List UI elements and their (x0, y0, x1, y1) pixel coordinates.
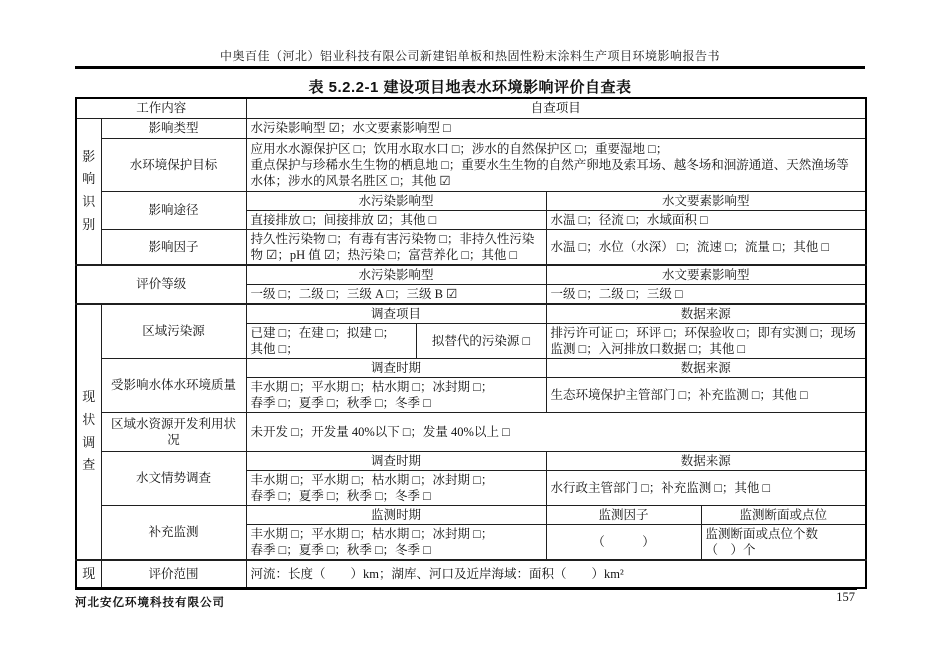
periods-line2: 春季 □；夏季 □；秋季 □；冬季 □ (250, 488, 431, 503)
subheader-survey-period: 调查时期 (246, 358, 546, 377)
subheader-hydrology-type: 水文要素影响型 (546, 191, 866, 210)
page-number: 157 (836, 590, 855, 604)
subheader-survey-item: 调查项目 (246, 304, 546, 324)
table-row (76, 265, 866, 285)
cell-monitoring-periods (246, 524, 546, 560)
table-title: 表 5.2.2-1 建设项目地表水环境影响评价自查表 (308, 79, 632, 96)
subheader-data-source: 数据来源 (546, 304, 866, 324)
cell-pollution-source-data-source: 排污许可证 □；环评 □；环保验收 □；即有实测 □；现场监测 □；入河排放口数据 □；其他 □ (546, 323, 866, 358)
table-row (76, 451, 866, 470)
protection-target-line2: 重点保护与珍稀水生生物的栖息地 □；重要水生生物的自然产卵地及索耳场、越冬场和洄游通道、天然渔场等水体；涉水的风景名胜区 □；其他 ☑ (250, 157, 849, 188)
subheader-data-source: 数据来源 (546, 451, 866, 470)
pollution-source-built-line2: 其他 □； (250, 341, 299, 356)
cell-evaluation-scope-value: 河流：长度（ ）km；湖库、河口及近岸海域：面积（ ）km² (246, 560, 866, 589)
table-row (76, 358, 866, 377)
footer-rule (75, 588, 857, 590)
periods-line1: 丰水期 □；平水期 □；枯水期 □；冰封期 □； (250, 526, 494, 541)
cell-pollution-source-built (246, 323, 416, 358)
cell-hydrology-survey-periods (246, 470, 546, 505)
monitoring-section-line2: （ ）个 (705, 542, 756, 557)
table-row (76, 560, 866, 589)
group-label-status-survey: 现状调查 (76, 304, 101, 560)
document-header-title: 中奥百佳（河北）铝业科技有限公司新建铝单板和热固性粉末涂料生产项目环境影响报告书 (219, 49, 720, 63)
table-row (76, 118, 866, 138)
row-label-regional-pollution-source: 区域污染源 (101, 304, 246, 359)
cell-monitoring-factor-value: （ ） (546, 524, 701, 560)
row-label-evaluation-scope: 评价范围 (101, 560, 246, 589)
subheader-monitor-period: 监测时期 (246, 505, 546, 524)
cell-water-resource-development-value: 未开发 □；开发量 40%以下 □；发量 40%以上 □ (246, 412, 866, 451)
table-row (76, 304, 866, 324)
cell-evaluation-level-hydrology: 一级 □；二级 □；三级 □ (546, 284, 866, 304)
table-row (76, 229, 866, 265)
subheader-monitor-section: 监测断面或点位 (701, 505, 866, 524)
row-label-supplementary-monitoring: 补充监测 (101, 505, 246, 560)
self-check-header: 自查项目 (246, 98, 866, 118)
footer-company-name: 河北安亿环境科技有限公司 (75, 597, 225, 609)
subheader-monitor-factor: 监测因子 (546, 505, 701, 524)
cell-monitoring-section-value (701, 524, 866, 560)
subheader-hydrology-type: 水文要素影响型 (546, 265, 866, 285)
row-label-impact-route: 影响途径 (101, 191, 246, 229)
group-label-impact-identification: 影响识别 (76, 118, 101, 265)
cell-impact-route-hydrology: 水温 □；径流 □；水域面积 □ (546, 210, 866, 229)
periods-line1: 丰水期 □；平水期 □；枯水期 □；冰封期 □； (250, 472, 494, 487)
table-row (76, 98, 866, 118)
row-label-evaluation-level: 评价等级 (76, 265, 246, 304)
work-content-header: 工作内容 (76, 98, 246, 118)
cell-hydrology-survey-data-source: 水行政主管部门 □；补充监测 □；其他 □ (546, 470, 866, 505)
cell-impact-factor-hydrology: 水温 □；水位（水深） □；流速 □；流量 □；其他 □ (546, 229, 866, 265)
cell-evaluation-level-pollution: 一级 □；二级 □；三级 A □；三级 B ☑ (246, 284, 546, 304)
row-label-protection-target: 水环境保护目标 (101, 138, 246, 191)
selfcheck-table (75, 97, 867, 589)
table-row (76, 412, 866, 451)
subheader-data-source: 数据来源 (546, 358, 866, 377)
pollution-source-built-line1: 已建 □；在建 □；拟建 □； (250, 325, 396, 340)
subheader-water-pollution-type: 水污染影响型 (246, 265, 546, 285)
cell-impact-route-pollution: 直接排放 □；间接排放 ☑；其他 □ (246, 210, 546, 229)
cell-protection-target-value (246, 138, 866, 191)
table-row (76, 138, 866, 191)
row-label-water-resource-development: 区域水资源开发利用状况 (101, 412, 246, 451)
periods-line2: 春季 □；夏季 □；秋季 □；冬季 □ (250, 542, 431, 557)
header-rule (75, 66, 865, 69)
subheader-water-pollution-type: 水污染影响型 (246, 191, 546, 210)
cell-affected-water-periods (246, 377, 546, 412)
monitoring-section-line1: 监测断面或点位个数 (705, 526, 819, 541)
table-row (76, 505, 866, 524)
table-row (76, 191, 866, 210)
cell-impact-type-value: 水污染影响型 ☑；水文要素影响型 □ (246, 118, 866, 138)
protection-target-line1: 应用水水源保护区 □；饮用水取水口 □；涉水的自然保护区 □；重要湿地 □； (250, 141, 669, 156)
cell-pollution-source-substitute: 拟替代的污染源 □ (416, 323, 546, 358)
subheader-survey-period: 调查时期 (246, 451, 546, 470)
cell-impact-factor-pollution: 持久性污染物 □；有毒有害污染物 □；非持久性污染物 ☑；pH 值 ☑；热污染 □；富营养化 □；其他 □ (246, 229, 546, 265)
group-label-status-survey-cont: 现 (76, 560, 101, 589)
row-label-affected-water-quality: 受影响水体水环境质量 (101, 358, 246, 412)
row-label-hydrology-survey: 水文情势调查 (101, 451, 246, 505)
periods-line2: 春季 □；夏季 □；秋季 □；冬季 □ (250, 395, 431, 410)
row-label-impact-factor: 影响因子 (101, 229, 246, 265)
row-label-impact-type: 影响类型 (101, 118, 246, 138)
periods-line1: 丰水期 □；平水期 □；枯水期 □；冰封期 □； (250, 379, 494, 394)
cell-affected-water-data-source: 生态环境保护主管部门 □；补充监测 □；其他 □ (546, 377, 866, 412)
